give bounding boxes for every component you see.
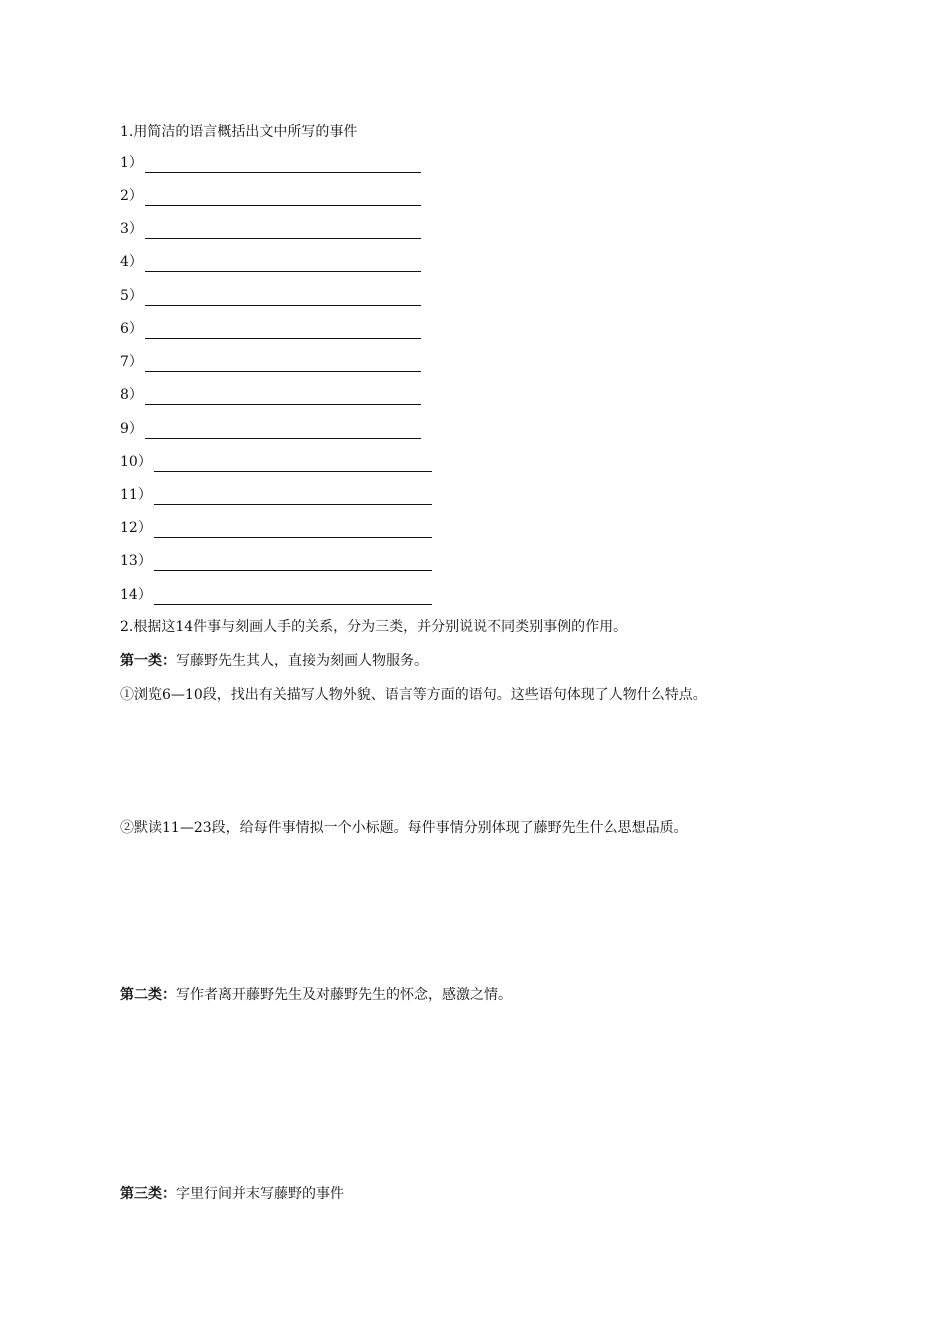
- answer-line-12[interactable]: [120, 518, 432, 538]
- answer-blank[interactable]: [145, 289, 421, 306]
- answer-number: 2）: [120, 188, 143, 204]
- category-1-heading: [120, 651, 428, 671]
- answer-blank[interactable]: [145, 255, 421, 272]
- answer-blank[interactable]: [145, 322, 421, 339]
- category-2-heading: [120, 985, 512, 1005]
- answer-blank[interactable]: [154, 455, 432, 472]
- question-1-title: 1.用简洁的语言概括出文中所写的事件: [120, 124, 358, 140]
- category-2-label: 第二类：: [120, 987, 176, 1003]
- answer-line-13[interactable]: [120, 551, 432, 571]
- answer-number: 6）: [120, 321, 143, 337]
- answer-number: 4）: [120, 254, 143, 270]
- category-2-text: 写作者离开藤野先生及对藤野先生的怀念，感激之情。: [176, 987, 512, 1003]
- answer-blank[interactable]: [154, 554, 432, 571]
- answer-blank[interactable]: [145, 388, 421, 405]
- answer-blank[interactable]: [145, 222, 421, 239]
- answer-line-9[interactable]: [120, 419, 421, 439]
- answer-blank[interactable]: [145, 355, 421, 372]
- answer-number: 8）: [120, 387, 143, 403]
- answer-line-5[interactable]: [120, 286, 421, 306]
- answer-number: 7）: [120, 354, 143, 370]
- category-3-label: 第三类：: [120, 1186, 176, 1202]
- answer-line-8[interactable]: [120, 385, 421, 405]
- answer-blank[interactable]: [154, 588, 432, 605]
- answer-line-7[interactable]: [120, 352, 421, 372]
- category-1-text: 写藤野先生其人，直接为刻画人物服务。: [176, 653, 428, 669]
- answer-blank[interactable]: [145, 156, 421, 173]
- answer-number: 5）: [120, 288, 143, 304]
- answer-number: 14）: [120, 587, 152, 603]
- answer-line-6[interactable]: [120, 319, 421, 339]
- answer-blank[interactable]: [145, 189, 421, 206]
- answer-line-3[interactable]: [120, 219, 421, 239]
- category-3-heading: [120, 1184, 344, 1204]
- category-1-sub-question-2: ②默读11—23段，给每件事情拟一个小标题。每件事情分别体现了藤野先生什么思想品质。: [120, 820, 688, 836]
- answer-number: 9）: [120, 421, 143, 437]
- answer-blank[interactable]: [154, 521, 432, 538]
- answer-line-10[interactable]: [120, 452, 432, 472]
- answer-number: 13）: [120, 553, 152, 569]
- answer-line-11[interactable]: [120, 485, 432, 505]
- category-3-text: 字里行间并末写藤野的事件: [176, 1186, 344, 1202]
- answer-blank[interactable]: [154, 488, 432, 505]
- answer-number: 11）: [120, 487, 152, 503]
- answer-number: 1）: [120, 155, 143, 171]
- answer-number: 12）: [120, 520, 152, 536]
- answer-number: 10）: [120, 454, 152, 470]
- answer-line-2[interactable]: [120, 186, 421, 206]
- answer-number: 3）: [120, 221, 143, 237]
- answer-line-1[interactable]: [120, 153, 421, 173]
- category-1-sub-question-1: ①浏览6—10段，找出有关描写人物外貌、语言等方面的语句。这些语句体现了人物什么特点。: [120, 687, 707, 703]
- answer-blank[interactable]: [145, 422, 421, 439]
- answer-line-4[interactable]: [120, 252, 421, 272]
- question-2-title: 2.根据这14件事与刻画人手的关系，分为三类，并分别说说不同类别事例的作用。: [120, 619, 628, 635]
- category-1-label: 第一类：: [120, 653, 176, 669]
- answer-line-14[interactable]: [120, 585, 432, 605]
